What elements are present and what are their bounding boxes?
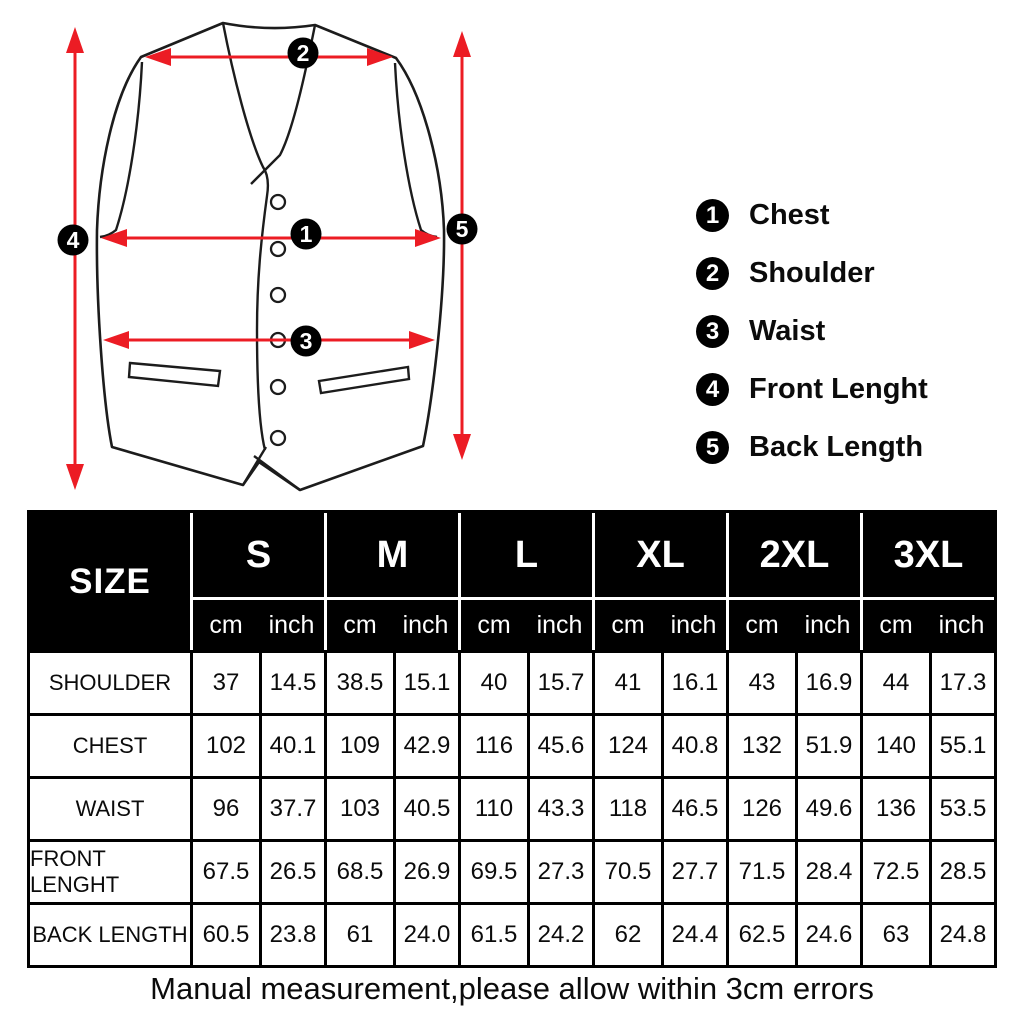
marker-front-length (58, 225, 89, 256)
cell-chest-m-inch: 42.9 (396, 716, 458, 776)
unit-header-l (461, 600, 592, 650)
cell-waist-3xl-cm: 136 (863, 779, 929, 839)
cell-front-xl-inch: 27.7 (664, 842, 726, 902)
button-icon (271, 288, 285, 302)
cell-front-l-cm: 69.5 (461, 842, 527, 902)
cell-front-3xl-cm: 72.5 (863, 842, 929, 902)
row-label-chest: CHEST (30, 716, 190, 776)
cell-shoulder-3xl-cm: 44 (863, 653, 929, 713)
cell-chest-l-inch: 45.6 (530, 716, 592, 776)
size-col-2xl: 2XL (729, 513, 860, 597)
unit-inch-label: inch (938, 610, 985, 639)
size-col-m: M (327, 513, 458, 597)
marker-back-length (447, 214, 478, 245)
size-col-s: S (193, 513, 324, 597)
cell-chest-3xl-cm: 140 (863, 716, 929, 776)
cell-back-m-inch: 24.0 (396, 905, 458, 965)
cell-shoulder-3xl-inch: 17.3 (932, 653, 994, 713)
cell-chest-xl-inch: 40.8 (664, 716, 726, 776)
cell-back-2xl-inch: 24.6 (798, 905, 860, 965)
legend-item-waist (696, 315, 928, 348)
cell-chest-s-inch: 40.1 (262, 716, 324, 776)
unit-cm-label: cm (209, 610, 243, 639)
svg-text:5: 5 (455, 216, 469, 242)
cell-waist-l-cm: 110 (461, 779, 527, 839)
size-table-body (30, 650, 994, 965)
cell-back-s-inch: 23.8 (262, 905, 324, 965)
marker-shoulder (288, 38, 319, 69)
cell-back-s-cm: 60.5 (193, 905, 259, 965)
legend-badge-1: 1 (696, 199, 729, 232)
cell-waist-m-inch: 40.5 (396, 779, 458, 839)
unit-header-3xl (863, 600, 994, 650)
cell-waist-s-cm: 96 (193, 779, 259, 839)
vest-diagram (0, 0, 560, 510)
cell-shoulder-m-inch: 15.1 (396, 653, 458, 713)
cell-shoulder-s-cm: 37 (193, 653, 259, 713)
svg-text:3: 3 (299, 328, 313, 354)
legend-label-waist: Waist (749, 315, 826, 347)
row-label-waist: WAIST (30, 779, 190, 839)
unit-cm-label: cm (611, 610, 645, 639)
cell-front-l-inch: 27.3 (530, 842, 592, 902)
cell-chest-2xl-cm: 132 (729, 716, 795, 776)
unit-cm-label: cm (343, 610, 377, 639)
cell-shoulder-s-inch: 14.5 (262, 653, 324, 713)
unit-cm-label: cm (879, 610, 913, 639)
cell-chest-m-cm: 109 (327, 716, 393, 776)
cell-chest-xl-cm: 124 (595, 716, 661, 776)
cell-chest-2xl-inch: 51.9 (798, 716, 860, 776)
cell-back-2xl-cm: 62.5 (729, 905, 795, 965)
cell-shoulder-l-inch: 15.7 (530, 653, 592, 713)
cell-shoulder-l-cm: 40 (461, 653, 527, 713)
unit-header-xl (595, 600, 726, 650)
marker-chest (291, 219, 322, 250)
cell-chest-s-cm: 102 (193, 716, 259, 776)
unit-header-s (193, 600, 324, 650)
unit-inch-label: inch (536, 610, 583, 639)
cell-front-s-cm: 67.5 (193, 842, 259, 902)
unit-header-m (327, 600, 458, 650)
measurement-legend (696, 199, 928, 464)
cell-waist-xl-cm: 118 (595, 779, 661, 839)
cell-chest-l-cm: 116 (461, 716, 527, 776)
cell-back-xl-inch: 24.4 (664, 905, 726, 965)
cell-waist-2xl-inch: 49.6 (798, 779, 860, 839)
cell-shoulder-2xl-inch: 16.9 (798, 653, 860, 713)
legend-label-chest: Chest (749, 199, 830, 231)
size-table (27, 510, 997, 968)
size-col-3xl: 3XL (863, 513, 994, 597)
row-label-front-length: FRONT LENGHT (30, 842, 190, 902)
button-icon (271, 242, 285, 256)
cell-back-m-cm: 61 (327, 905, 393, 965)
cell-front-m-cm: 68.5 (327, 842, 393, 902)
button-icon (271, 380, 285, 394)
cell-front-2xl-inch: 28.4 (798, 842, 860, 902)
row-label-shoulder: SHOULDER (30, 653, 190, 713)
legend-item-front-length (696, 373, 928, 406)
svg-text:2: 2 (296, 40, 310, 66)
cell-waist-2xl-cm: 126 (729, 779, 795, 839)
cell-shoulder-2xl-cm: 43 (729, 653, 795, 713)
cell-back-l-cm: 61.5 (461, 905, 527, 965)
cell-front-3xl-inch: 28.5 (932, 842, 994, 902)
cell-front-2xl-cm: 71.5 (729, 842, 795, 902)
legend-badge-2: 2 (696, 257, 729, 290)
svg-text:4: 4 (66, 227, 80, 253)
legend-item-chest (696, 199, 928, 232)
size-corner-cell: SIZE (30, 513, 190, 650)
cell-shoulder-m-cm: 38.5 (327, 653, 393, 713)
size-col-xl: XL (595, 513, 726, 597)
size-table-header (30, 513, 994, 650)
legend-label-shoulder: Shoulder (749, 257, 875, 289)
button-icon (271, 195, 285, 209)
cell-waist-l-inch: 43.3 (530, 779, 592, 839)
cell-back-3xl-inch: 24.8 (932, 905, 994, 965)
size-col-l: L (461, 513, 592, 597)
marker-waist (291, 326, 322, 357)
back-length-arrow (453, 31, 471, 460)
legend-item-shoulder (696, 257, 928, 290)
cell-shoulder-xl-cm: 41 (595, 653, 661, 713)
unit-header-2xl (729, 600, 860, 650)
cell-front-m-inch: 26.9 (396, 842, 458, 902)
legend-badge-5: 5 (696, 431, 729, 464)
unit-cm-label: cm (745, 610, 779, 639)
legend-badge-4: 4 (696, 373, 729, 406)
cell-back-xl-cm: 62 (595, 905, 661, 965)
cell-waist-3xl-inch: 53.5 (932, 779, 994, 839)
cell-front-s-inch: 26.5 (262, 842, 324, 902)
legend-item-back-length (696, 431, 928, 464)
cell-back-l-inch: 24.2 (530, 905, 592, 965)
cell-front-xl-cm: 70.5 (595, 842, 661, 902)
cell-shoulder-xl-inch: 16.1 (664, 653, 726, 713)
svg-text:1: 1 (299, 221, 313, 247)
unit-cm-label: cm (477, 610, 511, 639)
unit-inch-label: inch (670, 610, 717, 639)
cell-waist-s-inch: 37.7 (262, 779, 324, 839)
front-length-arrow (66, 27, 84, 490)
measurement-disclaimer: Manual measurement,please allow within 3cm errors (150, 971, 874, 1006)
unit-inch-label: inch (268, 610, 315, 639)
legend-badge-3: 3 (696, 315, 729, 348)
vest-outline (97, 23, 444, 490)
legend-label-front-length: Front Lenght (749, 373, 928, 405)
row-label-back-length: BACK LENGTH (30, 905, 190, 965)
legend-label-back-length: Back Length (749, 431, 924, 463)
button-icon (271, 431, 285, 445)
cell-back-3xl-cm: 63 (863, 905, 929, 965)
unit-inch-label: inch (804, 610, 851, 639)
cell-waist-m-cm: 103 (327, 779, 393, 839)
unit-inch-label: inch (402, 610, 449, 639)
cell-waist-xl-inch: 46.5 (664, 779, 726, 839)
cell-chest-3xl-inch: 55.1 (932, 716, 994, 776)
